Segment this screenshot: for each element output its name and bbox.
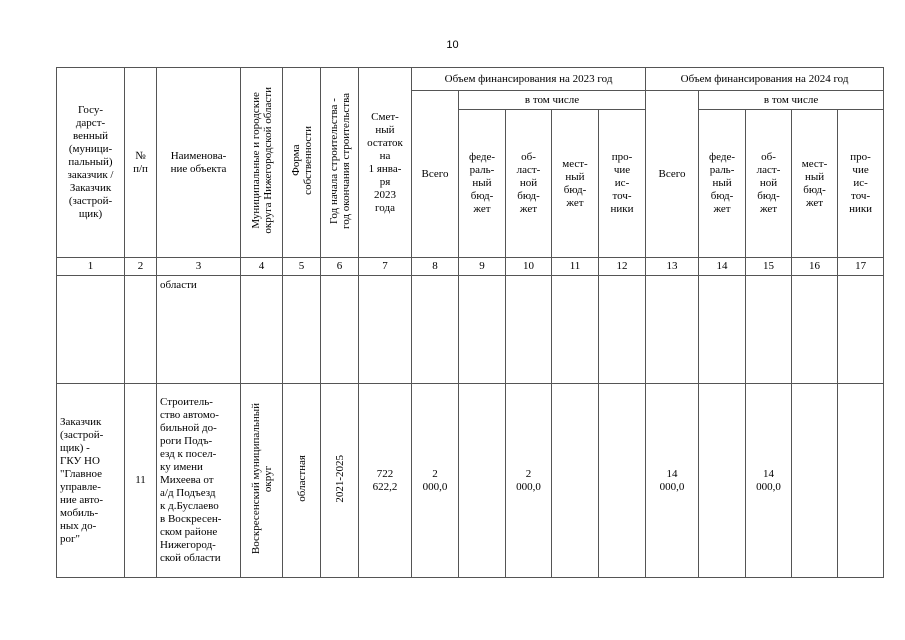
row-object-name: Строитель- ство автомо- бильной до- роги Подъ- езд к посел- ку имени Михеева от а/д Подъезд к д.Буслаево в Воскресен- ском районе Нижегород- ской области: [157, 384, 241, 578]
header-fin-2023: Объем финансирования на 2023 год: [412, 68, 646, 91]
header-local-2023: мест- ный бюд- жет: [552, 110, 599, 258]
row-num: 11: [125, 384, 157, 578]
continuation-object-name: области: [157, 276, 241, 384]
column-number: 11: [552, 258, 599, 276]
column-number: 2: [125, 258, 157, 276]
page-number: 10: [446, 39, 459, 51]
header-federal-2024: феде- раль- ный бюд- жет: [699, 110, 746, 258]
column-number: 10: [506, 258, 552, 276]
column-number: 12: [599, 258, 646, 276]
header-remainder: Смет- ный остаток на 1 янва- ря 2023 года: [359, 68, 412, 258]
header-incl-2023: в том числе: [459, 91, 646, 110]
column-number: 4: [241, 258, 283, 276]
row-local-2024: [792, 384, 838, 578]
row-customer: Заказчик (застрой- щик) - ГКУ НО "Главное управле- ние авто- мобиль- ных до- рог": [57, 384, 125, 578]
header-customer: Госу- дарст- венный (муници- пальный) заказчик / Заказчик (застрой- щик): [57, 68, 125, 258]
row-years: 2021-2025: [321, 384, 359, 578]
header-federal-2023: феде- раль- ный бюд- жет: [459, 110, 506, 258]
row-regional-2023: 2 000,0: [506, 384, 552, 578]
row-other-2023: [599, 384, 646, 578]
row-federal-2024: [699, 384, 746, 578]
column-number: 14: [699, 258, 746, 276]
header-object-name: Наименова- ние объекта: [157, 68, 241, 258]
column-number: 7: [359, 258, 412, 276]
financing-table: [56, 67, 884, 578]
row-local-2023: [552, 384, 599, 578]
header-total-2023: Всего: [412, 91, 459, 258]
column-number: 17: [838, 258, 884, 276]
header-ownership: Форма собственности: [283, 68, 321, 258]
header-fin-2024: Объем финансирования на 2024 год: [646, 68, 884, 91]
column-number: 8: [412, 258, 459, 276]
column-number: 13: [646, 258, 699, 276]
row-total-2023: 2 000,0: [412, 384, 459, 578]
column-number: 3: [157, 258, 241, 276]
header-total-2024: Всего: [646, 91, 699, 258]
header-years: Год начала строительства - год окончания строительства: [321, 68, 359, 258]
row-remainder: 722 622,2: [359, 384, 412, 578]
header-other-2024: про- чие ис- точ- ники: [838, 110, 884, 258]
header-regional-2023: об- ласт- ной бюд- жет: [506, 110, 552, 258]
header-local-2024: мест- ный бюд- жет: [792, 110, 838, 258]
row-regional-2024: 14 000,0: [746, 384, 792, 578]
column-numbers-row: [57, 258, 884, 276]
header-other-2023: про- чие ис- точ- ники: [599, 110, 646, 258]
header-regional-2024: об- ласт- ной бюд- жет: [746, 110, 792, 258]
row-total-2024: 14 000,0: [646, 384, 699, 578]
column-number: 16: [792, 258, 838, 276]
column-number: 6: [321, 258, 359, 276]
table-row: [57, 384, 884, 578]
row-other-2024: [838, 384, 884, 578]
header-municipal: Муниципальные и городские округа Нижегородской области: [241, 68, 283, 258]
column-number: 9: [459, 258, 506, 276]
column-number: 5: [283, 258, 321, 276]
column-number: 1: [57, 258, 125, 276]
row-municipal: Воскресенский муниципальный округ: [241, 384, 283, 578]
header-num: № п/п: [125, 68, 157, 258]
header-incl-2024: в том числе: [699, 91, 884, 110]
row-federal-2023: [459, 384, 506, 578]
column-number: 15: [746, 258, 792, 276]
continuation-row: [57, 276, 884, 384]
row-ownership: областная: [283, 384, 321, 578]
